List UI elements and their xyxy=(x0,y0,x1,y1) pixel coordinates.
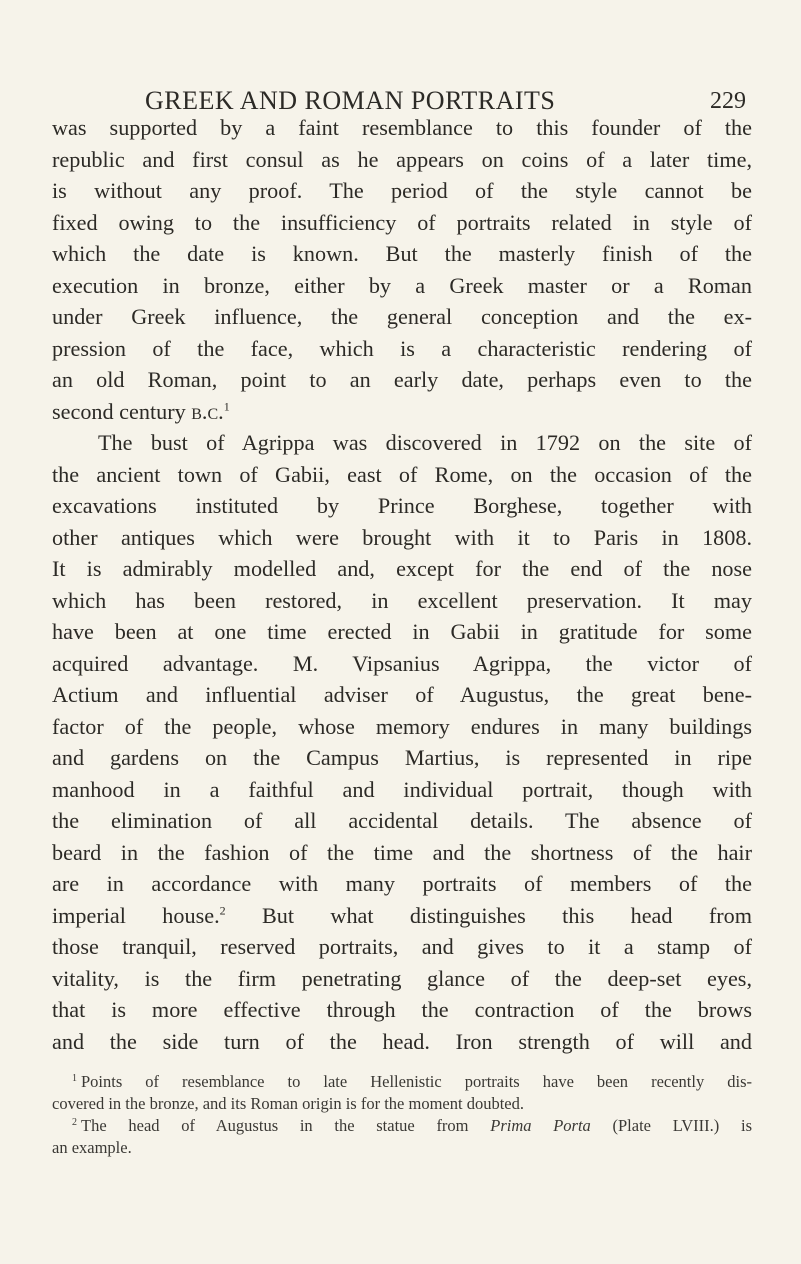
text-line: It is admirably modelled and, except for the end of the nose xyxy=(52,556,752,581)
page-number: 229 xyxy=(710,88,746,114)
body-text xyxy=(52,112,752,1057)
line-text: But what distinguishes this head from xyxy=(225,902,752,928)
text-line: that is more effective through the contraction of the brows xyxy=(52,997,752,1022)
text-line xyxy=(52,900,752,932)
running-head-title: GREEK AND ROMAN PORTRAITS xyxy=(145,86,556,115)
text-line: is without any proof. The period of the style cannot be xyxy=(52,178,752,203)
text-line: the ancient town of Gabii, east of Rome, on the occasion of the xyxy=(52,461,752,487)
era-abbreviation: b.c. xyxy=(191,398,224,424)
book-page xyxy=(52,72,752,1159)
text-line: are in accordance with many portraits of members of the xyxy=(52,871,752,896)
footnote-text: The head of Augustus in the statue from xyxy=(81,1116,491,1135)
text-line: factor of the people, whose memory endures in many buildings xyxy=(52,713,752,739)
footnote-marker: 2 xyxy=(72,1116,77,1128)
text-line: and the side turn of the head. Iron strength of will and xyxy=(52,1028,752,1054)
text-line: those tranquil, reserved portraits, and gives to it a stamp of xyxy=(52,934,752,959)
text-line: excavations instituted by Prince Borghese, together with xyxy=(52,493,752,518)
text-line: vitality, is the firm penetrating glance of the deep-set eyes, xyxy=(52,965,752,991)
text-line: pression of the face, which is a characteristic rendering of xyxy=(52,335,752,361)
text-line: the elimination of all accidental details. The absence of xyxy=(52,808,752,833)
text-line: The bust of Agrippa was discovered in 1792 on the site of xyxy=(98,430,752,455)
footnote-2-continued: an example. xyxy=(52,1138,132,1157)
text-line: republic and first consul as he appears on coins of a later time, xyxy=(52,146,752,172)
text-line: under Greek influence, the general conception and the ex- xyxy=(52,304,752,329)
text-line: fixed owing to the insufficiency of portraits related in style of xyxy=(52,209,752,235)
line-text: second century xyxy=(52,398,192,424)
text-line: other antiques which were brought with it to Paris in 1808. xyxy=(52,524,752,550)
running-head xyxy=(52,72,752,115)
text-line: have been at one time erected in Gabii in gratitude for some xyxy=(52,619,752,644)
text-line: an old Roman, point to an early date, perhaps even to the xyxy=(52,367,752,392)
text-line: beard in the fashion of the time and the shortness of the hair xyxy=(52,839,752,865)
text-line: acquired advantage. M. Vipsanius Agrippa, the victor of xyxy=(52,650,752,676)
text-line: manhood in a faithful and individual portrait, though with xyxy=(52,776,752,802)
text-line xyxy=(52,396,752,428)
text-line: which the date is known. But the masterly finish of the xyxy=(52,241,752,266)
footnote-italic-text: Prima Porta xyxy=(490,1116,591,1135)
text-line: which has been restored, in excellent preservation. It may xyxy=(52,587,752,613)
footnote-text: (Plate LVIII.) is xyxy=(590,1116,752,1135)
text-line: execution in bronze, either by a Greek master or a Roman xyxy=(52,272,752,298)
text-line: Actium and influential adviser of Augustus, the great bene- xyxy=(52,682,752,707)
footnote-text: Points of resemblance to late Hellenistic portraits have been recently dis- xyxy=(81,1072,752,1091)
footnote-1-continued: covered in the bronze, and its Roman origin is for the moment doubted. xyxy=(52,1094,524,1113)
line-text: imperial house. xyxy=(52,902,220,928)
footnote-reference: 2 xyxy=(219,903,226,918)
footnote-marker: 1 xyxy=(72,1072,77,1084)
text-line: and gardens on the Campus Martius, is represented in ripe xyxy=(52,745,752,770)
footnote-1 xyxy=(52,1071,752,1093)
footnotes xyxy=(52,1071,752,1159)
text-line: was supported by a faint resemblance to this founder of the xyxy=(52,115,752,140)
footnote-reference: 1 xyxy=(223,399,230,414)
footnote-2 xyxy=(52,1115,752,1137)
